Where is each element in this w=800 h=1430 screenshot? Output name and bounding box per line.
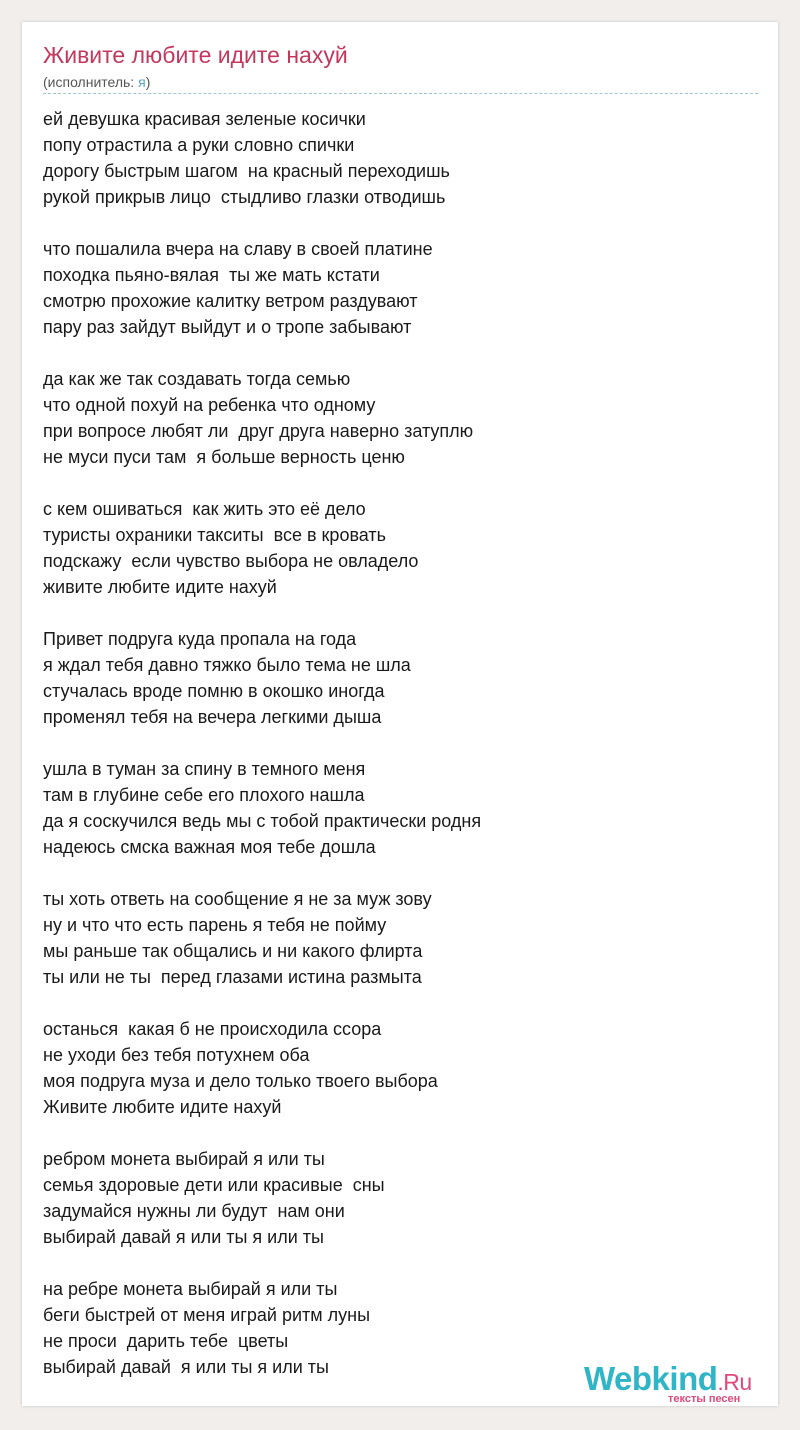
lyric-line: ты хоть ответь на сообщение я не за муж зову <box>43 889 432 909</box>
lyrics-stanza <box>43 756 758 860</box>
lyric-line: не уходи без тебя потухнем оба <box>43 1045 310 1065</box>
lyric-line: не проси дарить тебе цветы <box>43 1331 289 1351</box>
artist-prefix: (исполнитель: <box>43 74 139 90</box>
lyric-line: надеюсь смска важная моя тебе дошла <box>43 837 376 857</box>
lyric-line: променял тебя на вечера легкими дыша <box>43 707 382 727</box>
logo-wordmark: Webkind.Ru <box>584 1360 752 1397</box>
lyric-line: походка пьяно-вялая ты же мать кстати <box>43 265 380 285</box>
lyrics-stanza <box>43 106 758 210</box>
lyric-line: что пошалила вчера на славу в своей платине <box>43 239 433 259</box>
lyric-line: рукой прикрыв лицо стыдливо глазки отводишь <box>43 187 446 207</box>
lyric-line: выбирай давай я или ты я или ты <box>43 1357 329 1377</box>
logo-domain-suffix: .Ru <box>717 1369 752 1395</box>
lyric-line: я ждал тебя давно тяжко было тема не шла <box>43 655 411 675</box>
lyric-line: семья здоровые дети или красивые сны <box>43 1175 385 1195</box>
lyric-line: пару раз зайдут выйдут и о тропе забывают <box>43 317 412 337</box>
lyric-line: там в глубине себе его плохого нашла <box>43 785 365 805</box>
lyric-line: моя подруга муза и дело только твоего выбора <box>43 1071 438 1091</box>
lyric-line: мы раньше так общались и ни какого флирта <box>43 941 423 961</box>
lyric-line: Привет подруга куда пропала на года <box>43 629 357 649</box>
lyric-line: выбирай давай я или ты я или ты <box>43 1227 324 1247</box>
lyric-line: на ребре монета выбирай я или ты <box>43 1279 338 1299</box>
lyric-line: с кем ошиваться как жить это её дело <box>43 499 366 519</box>
lyric-line: при вопросе любят ли друг друга наверно затуплю <box>43 421 474 441</box>
lyrics-stanza <box>43 236 758 340</box>
lyric-line: смотрю прохожие калитку ветром раздувают <box>43 291 418 311</box>
lyric-line: беги быстрей от меня играй ритм луны <box>43 1305 371 1325</box>
lyrics-stanza <box>43 1146 758 1250</box>
lyrics-stanza <box>43 626 758 730</box>
lyric-line: попу отрастила а руки словно спички <box>43 135 355 155</box>
lyric-line: ребром монета выбирай я или ты <box>43 1149 325 1169</box>
lyrics-body <box>43 106 758 1406</box>
lyric-line: да я соскучился ведь мы с тобой практически родня <box>43 811 482 831</box>
logo-tagline: тексты песен <box>668 1393 741 1405</box>
lyric-line: подскажу если чувство выбора не овладело <box>43 551 419 571</box>
artist-suffix: ) <box>145 74 151 90</box>
title-divider <box>43 93 758 94</box>
lyric-line: останься какая б не происходила ссора <box>43 1019 382 1039</box>
lyric-line: ушла в туман за спину в темного меня <box>43 759 366 779</box>
lyrics-stanza <box>43 366 758 470</box>
lyric-line: стучалась вроде помню в окошко иногда <box>43 681 385 701</box>
lyric-line: да как же так создавать тогда семью <box>43 369 351 389</box>
lyric-line: Живите любите идите нахуй <box>43 1097 282 1117</box>
lyrics-stanza <box>43 496 758 600</box>
lyrics-stanza <box>43 1016 758 1120</box>
lyric-line: ну и что что есть парень я тебя не пойму <box>43 915 387 935</box>
lyric-line: задумайся нужны ли будут нам они <box>43 1201 345 1221</box>
lyric-line: дорогу быстрым шагом на красный переходишь <box>43 161 450 181</box>
lyric-line: ей девушка красивая зеленые косички <box>43 109 366 129</box>
song-title: Живите любите идите нахуй <box>43 42 348 68</box>
artist-line <box>43 74 150 90</box>
webkind-logo[interactable] <box>584 1360 780 1410</box>
lyric-line: живите любите идите нахуй <box>43 577 277 597</box>
lyric-line: туристы охраники такситы все в кровать <box>43 525 387 545</box>
artist-link[interactable]: я <box>138 74 146 90</box>
lyrics-page <box>22 22 778 1406</box>
lyrics-stanza <box>43 886 758 990</box>
lyric-line: не муси пуси там я больше верность ценю <box>43 447 405 467</box>
lyric-line: ты или не ты перед глазами истина размыта <box>43 967 422 987</box>
lyric-line: что одной похуй на ребенка что одному <box>43 395 376 415</box>
